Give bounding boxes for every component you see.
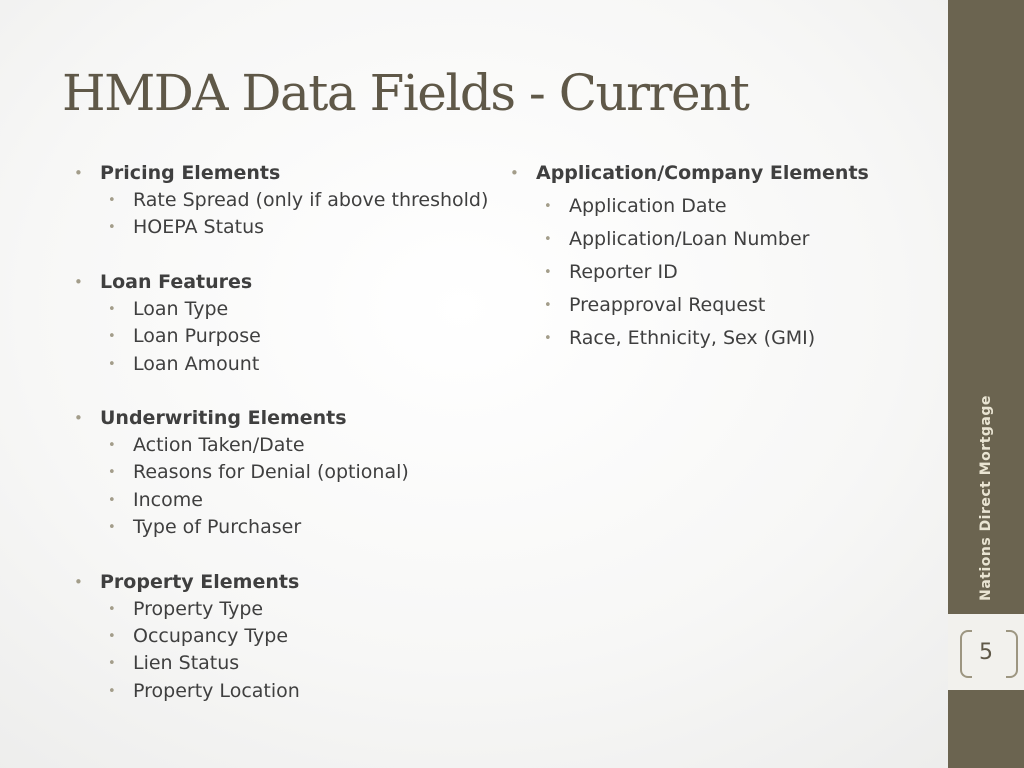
list-item: • Income (72, 487, 492, 514)
list-item: • HOEPA Status (72, 214, 492, 241)
list-item: • Rate Spread (only if above threshold) (72, 187, 492, 214)
page-number-badge (948, 614, 1024, 690)
company-name: Nations Direct Mortgage (978, 395, 994, 601)
list-item: • Preapproval Request (508, 289, 928, 322)
page-number: 5 (979, 640, 993, 665)
list-item: • Loan Amount (72, 351, 492, 378)
list-item: • Loan Purpose (72, 323, 492, 350)
section-heading: • Loan Features (72, 269, 492, 296)
list-item: • Application Date (508, 190, 928, 223)
right-column (508, 160, 928, 382)
list-item: • Reasons for Denial (optional) (72, 459, 492, 486)
section-application-company-elements (508, 160, 928, 355)
slide-title: HMDA Data Fields - Current (62, 64, 749, 122)
list-item: • Property Location (72, 678, 492, 705)
section-pricing-elements (72, 160, 492, 242)
list-item: • Lien Status (72, 650, 492, 677)
section-heading: • Pricing Elements (72, 160, 492, 187)
list-item: • Application/Loan Number (508, 223, 928, 256)
right-bracket-icon (1006, 630, 1018, 678)
list-item: • Reporter ID (508, 256, 928, 289)
section-heading: • Underwriting Elements (72, 405, 492, 432)
list-item: • Type of Purchaser (72, 514, 492, 541)
list-item: • Property Type (72, 596, 492, 623)
left-column (72, 160, 492, 732)
section-loan-features (72, 269, 492, 378)
list-item: • Action Taken/Date (72, 432, 492, 459)
list-item: • Loan Type (72, 296, 492, 323)
section-heading: • Property Elements (72, 569, 492, 596)
list-item: • Race, Ethnicity, Sex (GMI) (508, 322, 928, 355)
section-heading: • Application/Company Elements (508, 160, 928, 187)
section-underwriting-elements (72, 405, 492, 542)
list-item: • Occupancy Type (72, 623, 492, 650)
section-property-elements (72, 569, 492, 706)
